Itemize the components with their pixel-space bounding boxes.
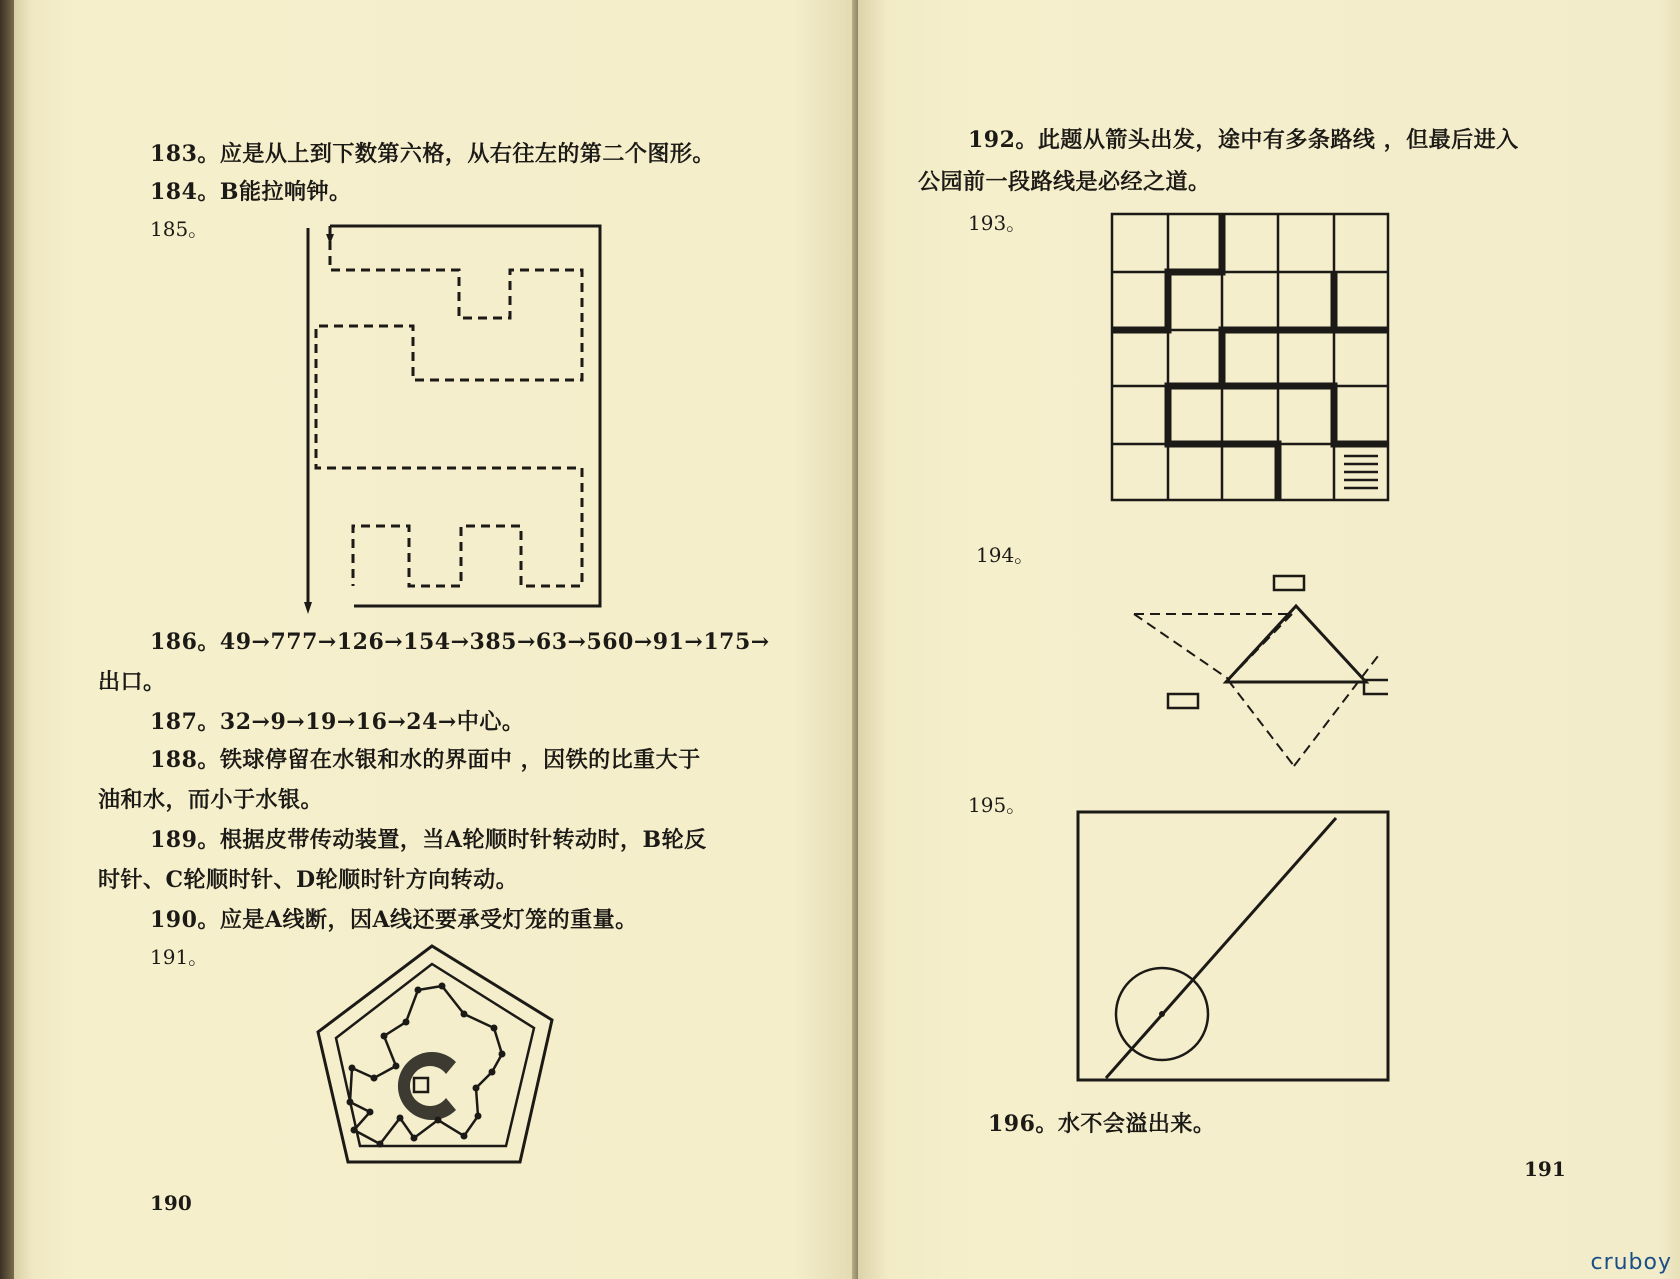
answer-186: 186。49→777→126→154→385→63→560→91→175→ [150,629,770,655]
triangle-figure-194 [1128,570,1388,780]
answer-187: 187。32→9→19→16→24→中心。 [150,709,525,735]
answer-183: 183。应是从上到下数第六格，从右往左的第二个图形。 [150,141,715,167]
answer-189-cont: 时针、C轮顺时针、D轮顺时针方向转动。 [98,867,519,893]
answer-188: 188。铁球停留在水银和水的界面中 ，因铁的比重大于 [150,747,701,773]
page-number-left: 190 [150,1191,192,1215]
right-page [858,0,1680,1279]
maze-solution-figure-185 [294,210,614,620]
grid-route-figure-193 [1108,210,1398,510]
answer-194-label: 194。 [976,543,1035,567]
pentagon-route-figure-191 [314,940,574,1180]
answer-185-label: 185。 [150,217,209,241]
page-number-right: 191 [1524,1157,1566,1181]
answer-188-cont: 油和水，而小于水银。 [98,787,324,813]
answer-191-label: 191。 [150,945,209,969]
answer-184: 184。B能拉响钟。 [150,179,352,205]
watermark-text: cruboy [1590,1250,1672,1275]
answer-189: 189。根据皮带传动装置，当A轮顺时针转动时，B轮反 [150,827,707,853]
left-page [14,0,858,1279]
answer-186-cont: 出口。 [98,669,166,695]
answer-195-label: 195。 [968,793,1027,817]
book-edge [0,0,14,1279]
answer-190: 190。应是A线断，因A线还要承受灯笼的重量。 [150,907,638,933]
answer-196: 196。水不会溢出来。 [988,1111,1216,1137]
answer-192: 192。此题从箭头出发，途中有多条路线 ，但最后进入 [968,127,1519,153]
answer-193-label: 193。 [968,211,1027,235]
answer-192-cont: 公园前一段路线是必经之道。 [918,169,1211,195]
square-circle-figure-195 [1074,808,1404,1088]
